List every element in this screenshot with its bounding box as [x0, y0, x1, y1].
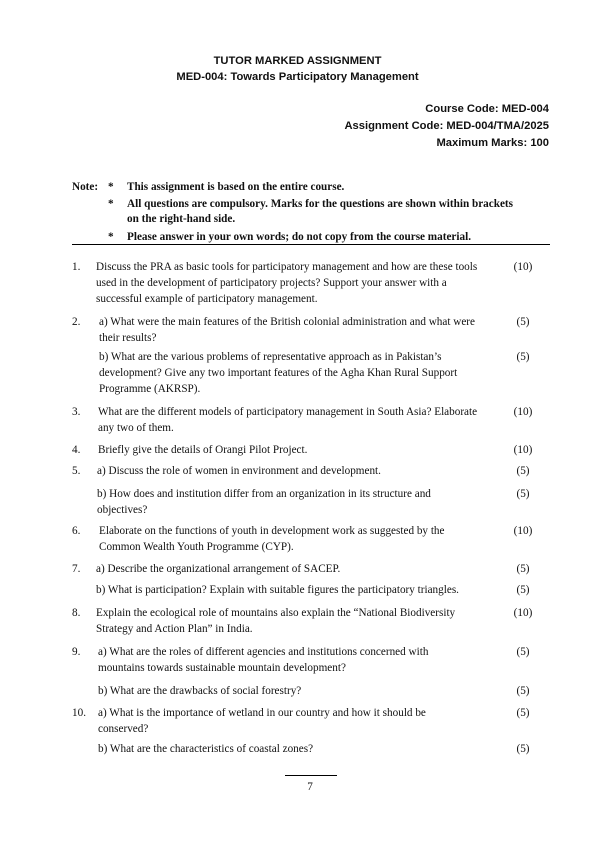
- question-marks: (10): [513, 607, 533, 619]
- question-text: Briefly give the details of Orangi Pilot Project.: [98, 444, 308, 456]
- question-text: Explain the ecological role of mountains also explain the “National Biodiversity Strategy and Action Plan” in India.: [96, 607, 456, 635]
- question-marks: (5): [516, 743, 530, 755]
- note-item-continued: on the right-hand side.: [127, 213, 236, 225]
- question-marks: (10): [513, 444, 533, 456]
- question-number: 1.: [72, 261, 81, 273]
- note-bullet: *: [108, 231, 114, 243]
- question-text: What are the different models of participatory management in South Asia? Elaborate any two of them.: [98, 406, 478, 434]
- assignment-title: TUTOR MARKED ASSIGNMENT: [213, 55, 382, 67]
- question-marks: (5): [516, 351, 530, 363]
- question-number: 2.: [72, 316, 81, 328]
- footer-rule: [285, 775, 337, 776]
- question-text: a) What is the importance of wetland in our country and how it should be conserved?: [98, 707, 426, 735]
- note-item: All questions are compulsory. Marks for the questions are shown within brackets: [127, 198, 513, 210]
- question-marks: (5): [516, 646, 530, 658]
- assignment-code: Assignment Code: MED-004/TMA/2025: [344, 120, 549, 132]
- maximum-marks: Maximum Marks: 100: [436, 137, 549, 149]
- note-item: This assignment is based on the entire course.: [127, 181, 345, 193]
- question-marks: (5): [516, 563, 530, 575]
- question-text: b) What is participation? Explain with suitable figures the participatory triangles.: [96, 584, 459, 596]
- question-marks: (10): [513, 525, 533, 537]
- question-number: 10.: [72, 707, 86, 719]
- question-number: 3.: [72, 406, 81, 418]
- question-text: a) Discuss the role of women in environment and development.: [97, 465, 381, 477]
- question-marks: (10): [513, 261, 533, 273]
- question-marks: (5): [516, 685, 530, 697]
- question-number: 9.: [72, 646, 81, 658]
- divider: [72, 244, 550, 245]
- note-bullet: *: [108, 198, 114, 210]
- question-marks: (10): [513, 406, 533, 418]
- question-marks: (5): [516, 316, 530, 328]
- question-marks: (5): [516, 707, 530, 719]
- question-text: Discuss the PRA as basic tools for participatory management and how are these tools used in the development of participatory projects? Support your answer with a successful example of participatory management.: [96, 261, 478, 305]
- question-text: b) How does and institution differ from an organization in its structure and objectives?: [97, 488, 431, 516]
- question-text: b) What are the drawbacks of social forestry?: [98, 685, 302, 697]
- question-number: 4.: [72, 444, 81, 456]
- question-marks: (5): [516, 488, 530, 500]
- note-label: Note:: [72, 181, 99, 193]
- question-number: 8.: [72, 607, 81, 619]
- question-text: b) What are the various problems of representative approach as in Pakistan’s development? Give any two important features of the Agha Khan Rural Support Programme (AKRSP).: [99, 351, 458, 395]
- question-marks: (5): [516, 584, 530, 596]
- question-text: b) What are the characteristics of coastal zones?: [98, 743, 314, 755]
- question-text: a) What were the main features of the British colonial administration and what were their results?: [99, 316, 475, 344]
- question-number: 6.: [72, 525, 81, 537]
- question-number: 7.: [72, 563, 81, 575]
- question-text: Elaborate on the functions of youth in development work as suggested by the Common Wealth Youth Programme (CYP).: [99, 525, 445, 553]
- question-number: 5.: [72, 465, 81, 477]
- note-item: Please answer in your own words; do not copy from the course material.: [127, 231, 471, 243]
- course-code: Course Code: MED-004: [425, 103, 549, 115]
- note-bullet: *: [108, 181, 114, 193]
- question-text: a) Describe the organizational arrangement of SACEP.: [96, 563, 341, 575]
- question-text: a) What are the roles of different agencies and institutions concerned with mountains towards sustainable mountain development?: [98, 646, 429, 674]
- question-marks: (5): [516, 465, 530, 477]
- page-number: 7: [307, 781, 313, 793]
- course-subtitle: MED-004: Towards Participatory Management: [176, 71, 419, 83]
